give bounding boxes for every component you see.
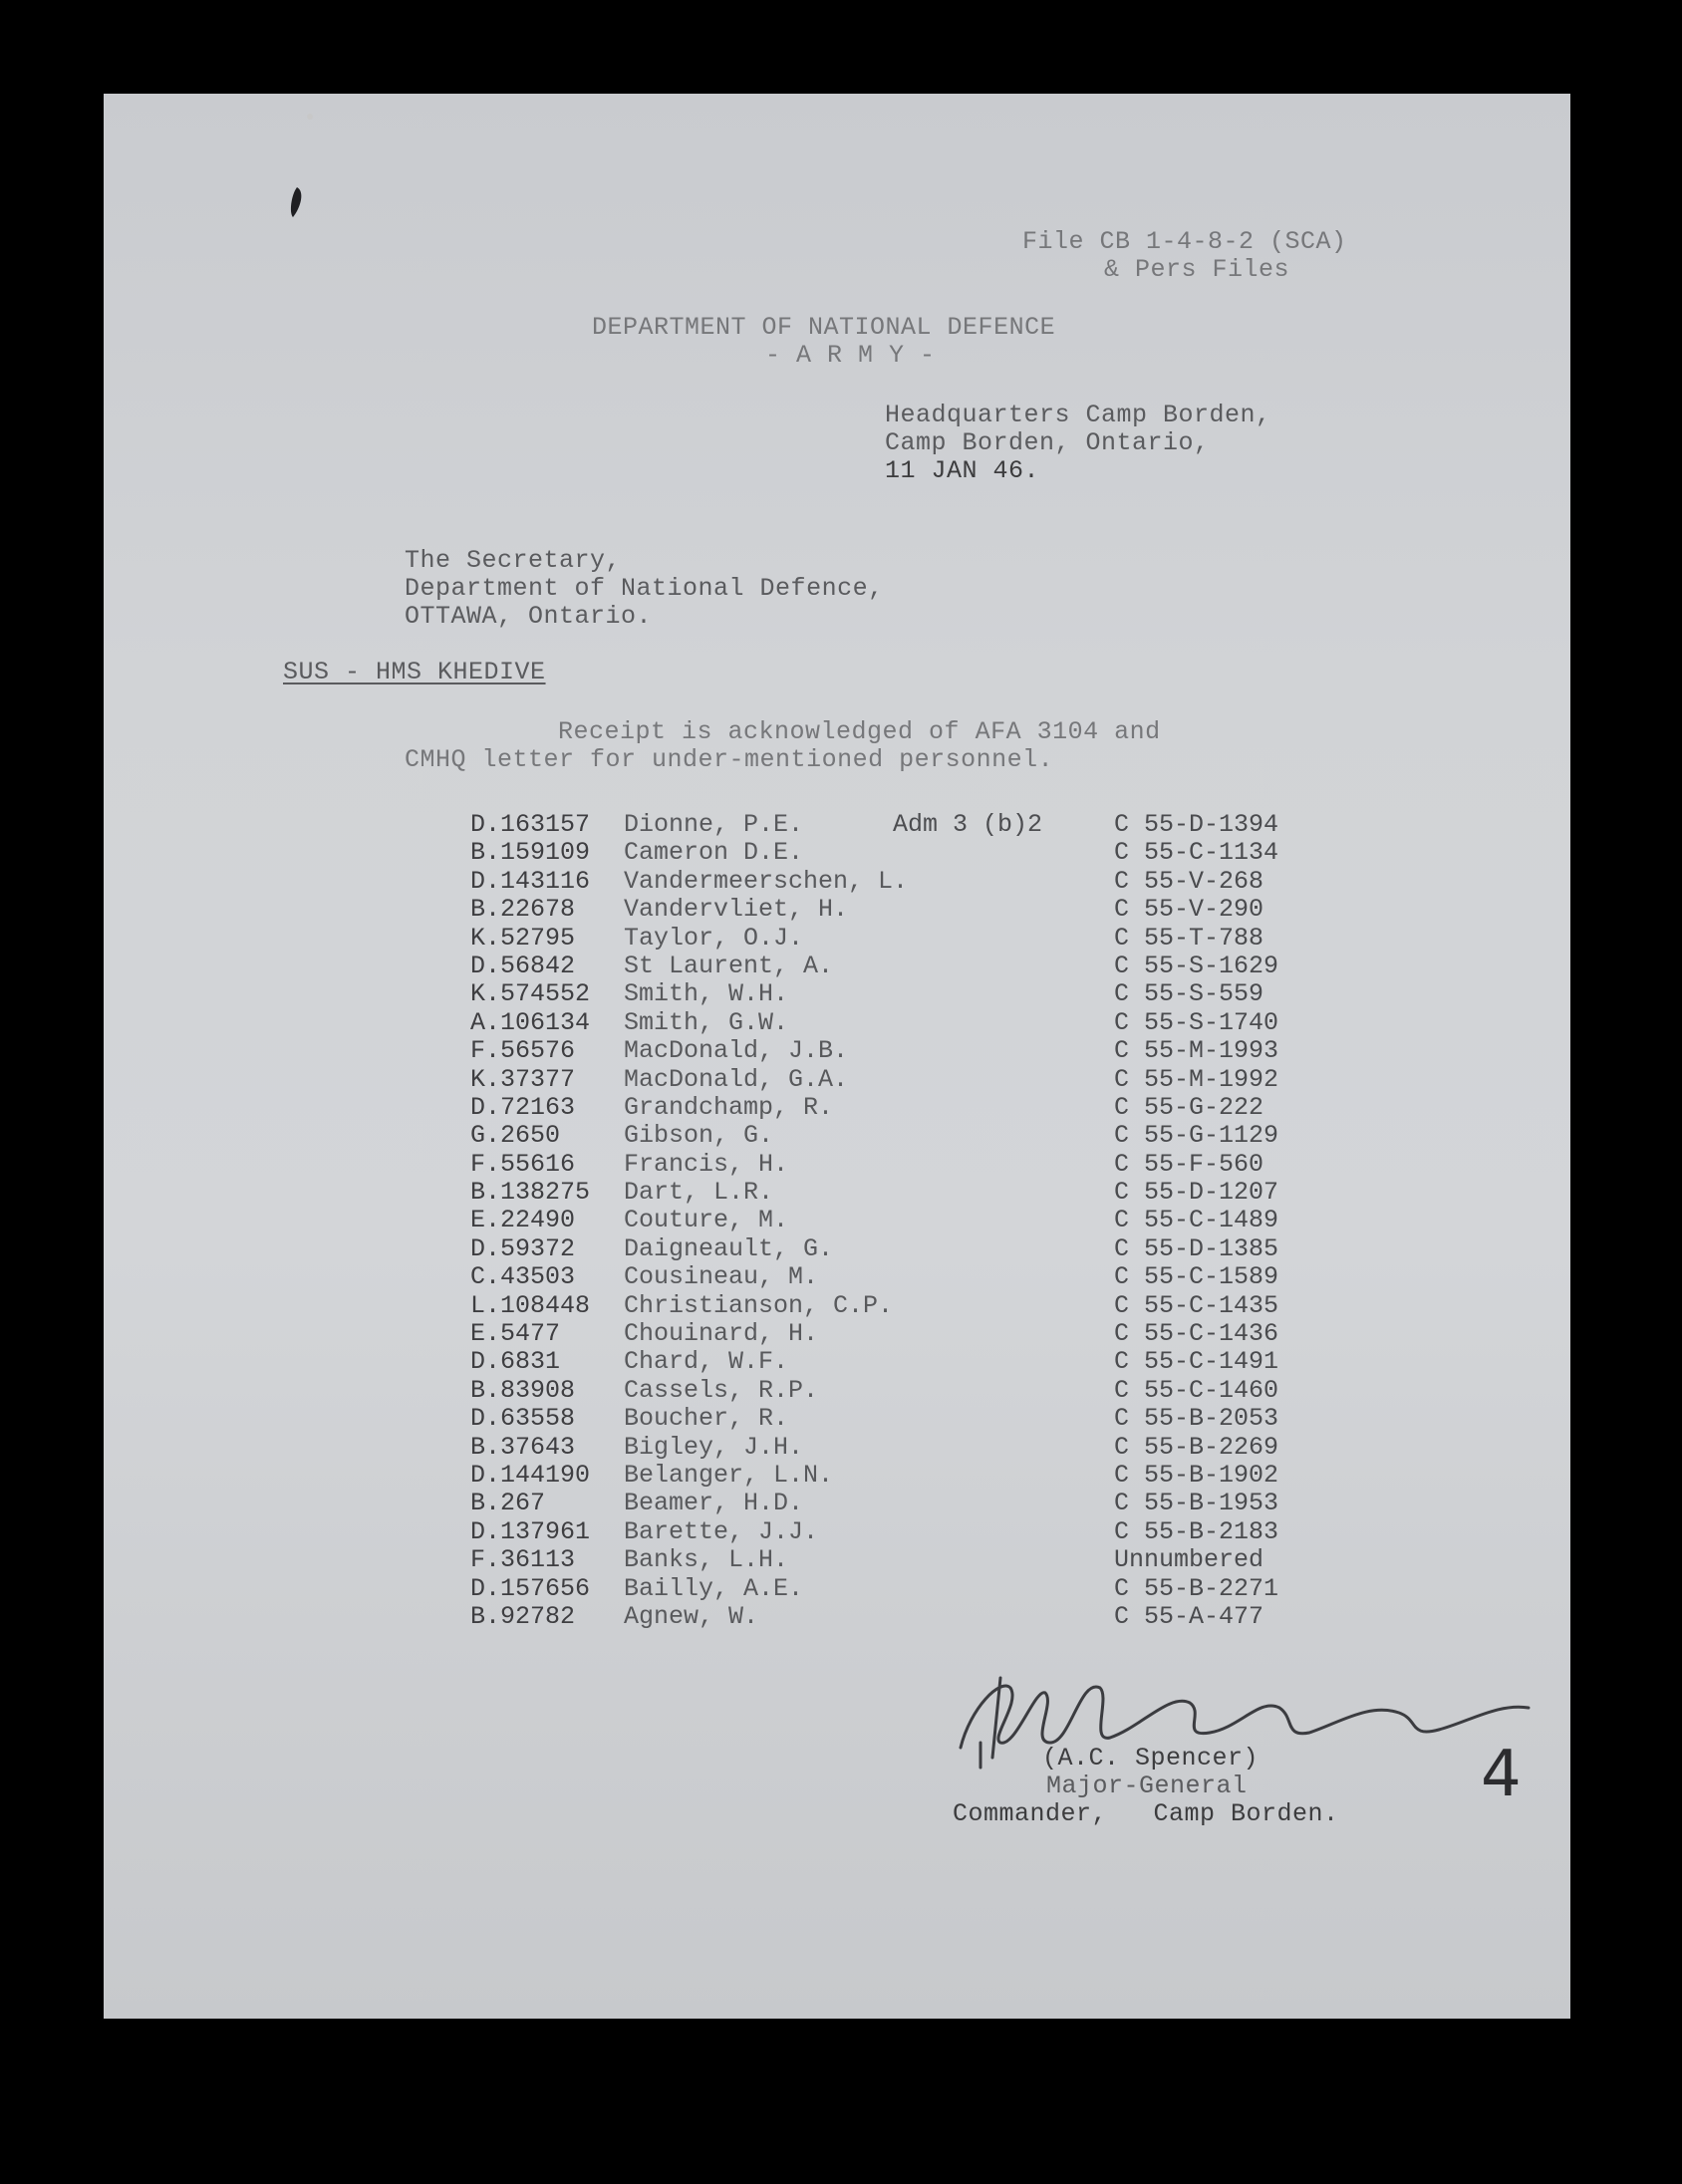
admin-note bbox=[893, 1151, 1114, 1179]
file-number: C 55-B-2271 bbox=[1114, 1573, 1279, 1603]
person-name: St Laurent, A. bbox=[624, 951, 834, 980]
file-number: C 55-C-1589 bbox=[1114, 1262, 1279, 1292]
service-number: D.63558 bbox=[470, 1404, 576, 1434]
person-name: Dart, L.R. bbox=[624, 1178, 774, 1208]
recipient-line-1: The Secretary, bbox=[405, 546, 622, 575]
branch-heading: - A R M Y - bbox=[765, 341, 936, 370]
admin-note bbox=[893, 1292, 1114, 1320]
service-number: D.144190 bbox=[470, 1460, 591, 1490]
signatory-title: Commander, Camp Borden. bbox=[953, 1799, 1339, 1828]
file-number: C 55-C-1489 bbox=[1114, 1206, 1279, 1235]
admin-note bbox=[893, 1207, 1114, 1234]
file-number: C 55-S-1629 bbox=[1114, 951, 1279, 980]
admin-note bbox=[893, 1122, 1114, 1150]
person-name: Cameron D.E. bbox=[624, 838, 804, 868]
service-number: B.138275 bbox=[470, 1178, 591, 1208]
file-number: C 55-D-1385 bbox=[1114, 1233, 1279, 1263]
service-number: K.52795 bbox=[470, 923, 576, 953]
person-name: Boucher, R. bbox=[624, 1404, 789, 1434]
person-name: MacDonald, J.B. bbox=[624, 1036, 849, 1066]
file-reference-secondary: & Pers Files bbox=[1104, 255, 1290, 284]
service-number: E.22490 bbox=[470, 1206, 576, 1235]
file-number: C 55-G-1129 bbox=[1114, 1121, 1279, 1151]
list-item bbox=[470, 1405, 1313, 1433]
border-mark bbox=[305, 112, 315, 122]
service-number: F.36113 bbox=[470, 1545, 576, 1575]
address-line-1: Headquarters Camp Borden, bbox=[885, 401, 1271, 429]
person-name: Francis, H. bbox=[624, 1149, 789, 1179]
admin-note bbox=[893, 1603, 1114, 1631]
list-item bbox=[470, 1292, 1313, 1320]
person-name: Grandchamp, R. bbox=[624, 1092, 834, 1122]
person-name: Barette, J.J. bbox=[624, 1516, 819, 1546]
admin-note bbox=[893, 1179, 1114, 1207]
file-number: C 55-B-2053 bbox=[1114, 1404, 1279, 1434]
list-item bbox=[470, 1575, 1313, 1603]
service-number: G.2650 bbox=[470, 1121, 561, 1151]
file-number: C 55-M-1993 bbox=[1114, 1036, 1279, 1066]
person-name: MacDonald, G.A. bbox=[624, 1064, 849, 1094]
file-number: C 55-B-2269 bbox=[1114, 1432, 1279, 1462]
service-number: D.59372 bbox=[470, 1233, 576, 1263]
file-number: C 55-B-2183 bbox=[1114, 1516, 1279, 1546]
file-number: C 55-C-1460 bbox=[1114, 1375, 1279, 1405]
admin-note bbox=[893, 953, 1114, 980]
service-number: K.37377 bbox=[470, 1064, 576, 1094]
list-item bbox=[470, 953, 1313, 980]
service-number: D.163157 bbox=[470, 810, 591, 839]
admin-note bbox=[893, 925, 1114, 953]
signatory-rank: Major-General bbox=[1046, 1772, 1248, 1800]
person-name: Daigneault, G. bbox=[624, 1233, 834, 1263]
admin-note bbox=[893, 868, 1114, 896]
service-number: F.56576 bbox=[470, 1036, 576, 1066]
department-heading: DEPARTMENT OF NATIONAL DEFENCE bbox=[592, 313, 1056, 342]
list-item bbox=[470, 1207, 1313, 1234]
service-number: B.83908 bbox=[470, 1375, 576, 1405]
list-item bbox=[470, 896, 1313, 924]
person-name: Chouinard, H. bbox=[624, 1319, 819, 1349]
list-item bbox=[470, 1263, 1313, 1291]
service-number: B.159109 bbox=[470, 838, 591, 868]
file-number: C 55-T-788 bbox=[1114, 923, 1264, 953]
admin-note: Adm 3 (b)2 bbox=[893, 810, 1043, 839]
admin-note bbox=[893, 896, 1114, 924]
person-name: Gibson, G. bbox=[624, 1121, 774, 1151]
service-number: D.137961 bbox=[470, 1516, 591, 1546]
service-number: B.37643 bbox=[470, 1432, 576, 1462]
file-number: C 55-S-1740 bbox=[1114, 1007, 1279, 1037]
admin-note bbox=[893, 1235, 1114, 1263]
admin-note bbox=[893, 1320, 1114, 1348]
list-item bbox=[470, 1179, 1313, 1207]
file-reference: File CB 1-4-8-2 (SCA) bbox=[1022, 227, 1347, 256]
list-item bbox=[470, 925, 1313, 953]
list-item bbox=[470, 1603, 1313, 1631]
service-number: D.6831 bbox=[470, 1347, 561, 1377]
file-number: C 55-V-290 bbox=[1114, 895, 1264, 925]
person-name: Taylor, O.J. bbox=[624, 923, 804, 953]
service-number: A.106134 bbox=[470, 1007, 591, 1037]
service-number: K.574552 bbox=[470, 979, 591, 1009]
list-item bbox=[470, 980, 1313, 1008]
person-name: Agnew, W. bbox=[624, 1601, 759, 1631]
person-name: Vandervliet, H. bbox=[624, 895, 849, 925]
service-number: F.55616 bbox=[470, 1149, 576, 1179]
list-item bbox=[470, 1377, 1313, 1405]
service-number: B.92782 bbox=[470, 1601, 576, 1631]
person-name: Vandermeerschen, L. bbox=[624, 866, 909, 896]
body-text-line-1: Receipt is acknowledged of AFA 3104 and bbox=[558, 717, 1161, 746]
admin-note bbox=[893, 1575, 1114, 1603]
list-item bbox=[470, 1518, 1313, 1546]
list-item bbox=[470, 1151, 1313, 1179]
list-item bbox=[470, 1235, 1313, 1263]
list-item bbox=[470, 839, 1313, 867]
admin-note bbox=[893, 1434, 1114, 1462]
person-name: Belanger, L.N. bbox=[624, 1460, 834, 1490]
person-name: Bigley, J.H. bbox=[624, 1432, 804, 1462]
list-item bbox=[470, 1094, 1313, 1122]
list-item bbox=[470, 1037, 1313, 1065]
file-number: C 55-G-222 bbox=[1114, 1092, 1264, 1122]
signatory-name: (A.C. Spencer) bbox=[1042, 1744, 1260, 1773]
file-number: C 55-V-268 bbox=[1114, 866, 1264, 896]
list-item bbox=[470, 868, 1313, 896]
file-number: C 55-F-560 bbox=[1114, 1149, 1264, 1179]
recipient-line-2: Department of National Defence, bbox=[405, 574, 884, 603]
admin-note bbox=[893, 1518, 1114, 1546]
service-number: B.267 bbox=[470, 1489, 546, 1518]
file-number: C 55-C-1134 bbox=[1114, 838, 1279, 868]
list-item bbox=[470, 1462, 1313, 1490]
admin-note bbox=[893, 1037, 1114, 1065]
admin-note bbox=[893, 1462, 1114, 1490]
admin-note bbox=[893, 1066, 1114, 1094]
file-number: C 55-D-1394 bbox=[1114, 810, 1279, 839]
admin-note bbox=[893, 1405, 1114, 1433]
admin-note bbox=[893, 1009, 1114, 1037]
admin-note bbox=[893, 839, 1114, 867]
list-item bbox=[470, 1009, 1313, 1037]
admin-note bbox=[893, 1546, 1114, 1574]
person-name: Dionne, P.E. bbox=[624, 810, 804, 839]
list-item bbox=[470, 1348, 1313, 1376]
person-name: Bailly, A.E. bbox=[624, 1573, 804, 1603]
admin-note bbox=[893, 1348, 1114, 1376]
person-name: Smith, W.H. bbox=[624, 979, 789, 1009]
file-number: C 55-B-1902 bbox=[1114, 1460, 1279, 1490]
admin-note bbox=[893, 1263, 1114, 1291]
service-number: L.108448 bbox=[470, 1290, 591, 1320]
list-item bbox=[470, 1490, 1313, 1517]
admin-note bbox=[893, 1377, 1114, 1405]
file-number: Unnumbered bbox=[1114, 1545, 1264, 1575]
list-item bbox=[470, 1546, 1313, 1574]
list-item bbox=[470, 811, 1313, 839]
file-number: C 55-B-1953 bbox=[1114, 1489, 1279, 1518]
service-number: D.72163 bbox=[470, 1092, 576, 1122]
person-name: Smith, G.W. bbox=[624, 1007, 789, 1037]
person-name: Beamer, H.D. bbox=[624, 1489, 804, 1518]
service-number: C.43503 bbox=[470, 1262, 576, 1292]
person-name: Couture, M. bbox=[624, 1206, 789, 1235]
person-name: Christianson, C.P. bbox=[624, 1290, 894, 1320]
service-number: D.56842 bbox=[470, 951, 576, 980]
document-page bbox=[104, 94, 1570, 2019]
person-name: Cassels, R.P. bbox=[624, 1375, 819, 1405]
list-item bbox=[470, 1434, 1313, 1462]
service-number: E.5477 bbox=[470, 1319, 561, 1349]
list-item bbox=[470, 1122, 1313, 1150]
body-text-line-2: CMHQ letter for under-mentioned personnel. bbox=[405, 745, 1054, 774]
file-number: C 55-C-1435 bbox=[1114, 1290, 1279, 1320]
admin-note bbox=[893, 1490, 1114, 1517]
letter-date: 11 JAN 46. bbox=[885, 456, 1040, 485]
recipient-line-3: OTTAWA, Ontario. bbox=[405, 602, 653, 631]
subject-line: SUS - HMS KHEDIVE bbox=[283, 658, 546, 686]
personnel-list bbox=[470, 811, 1313, 1631]
admin-note bbox=[893, 1094, 1114, 1122]
file-number: C 55-C-1436 bbox=[1114, 1319, 1279, 1349]
person-name: Chard, W.F. bbox=[624, 1347, 789, 1377]
file-number: C 55-S-559 bbox=[1114, 979, 1264, 1009]
service-number: D.157656 bbox=[470, 1573, 591, 1603]
file-number: C 55-M-1992 bbox=[1114, 1064, 1279, 1094]
admin-note bbox=[893, 980, 1114, 1008]
list-item bbox=[470, 1066, 1313, 1094]
file-number: C 55-D-1207 bbox=[1114, 1178, 1279, 1208]
person-name: Banks, L.H. bbox=[624, 1545, 789, 1575]
address-line-2: Camp Borden, Ontario, bbox=[885, 428, 1210, 457]
service-number: B.22678 bbox=[470, 895, 576, 925]
file-number: C 55-A-477 bbox=[1114, 1601, 1264, 1631]
service-number: D.143116 bbox=[470, 866, 591, 896]
list-item bbox=[470, 1320, 1313, 1348]
page-mark: 4 bbox=[1481, 1738, 1523, 1811]
person-name: Cousineau, M. bbox=[624, 1262, 819, 1292]
ink-blot bbox=[283, 183, 313, 223]
file-number: C 55-C-1491 bbox=[1114, 1347, 1279, 1377]
